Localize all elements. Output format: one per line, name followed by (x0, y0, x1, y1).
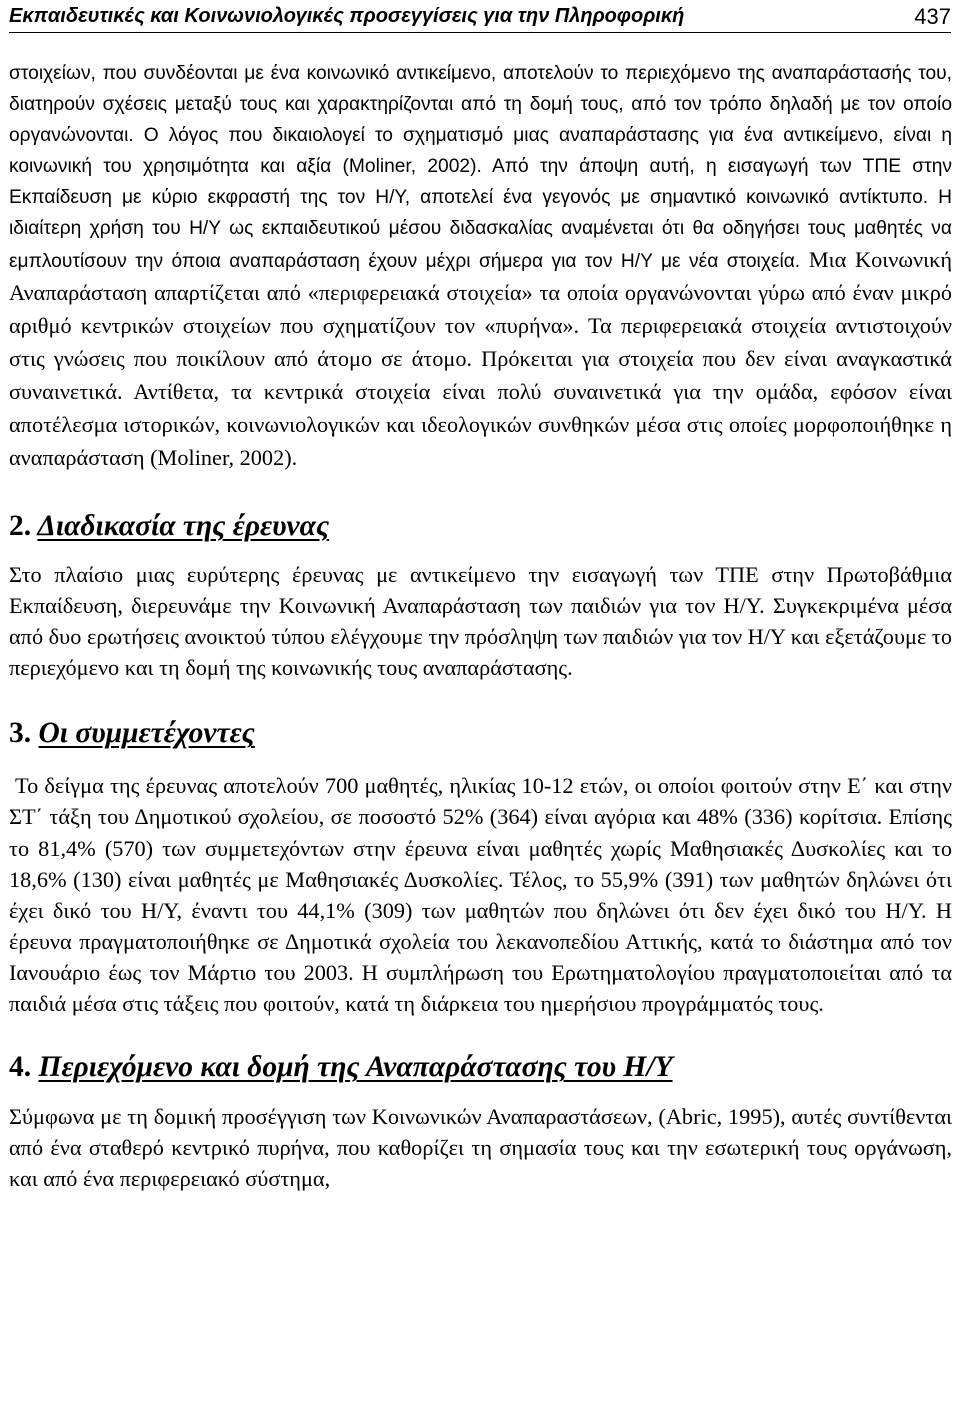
section-4-paragraph: Σύμφωνα με τη δομική προσέγγιση των Κοινωνικών Αναπαραστάσεων, (Abric, 1995), αυτές συντίθενται από ένα σταθερό κεντρικό πυρήνα, που καθορίζει τη σημασία τους και την εσωτερική τους οργάνωση, και από ένα περιφερειακό σύστημα, (9, 1104, 952, 1192)
section-2-paragraph: Στο πλαίσιο μιας ευρύτερης έρευνας με αντικείμενο την εισαγωγή των ΤΠΕ στην Πρωτοβάθμια Εκπαίδευση, διερευνάμε την Κοινωνική Αναπαράσταση των παιδιών για τον Η/Υ. Συγκεκριμένα μέσα από δυο ερωτήσεις ανοικτού τύπου ελέγχουμε την πρόσληψη των παιδιών για τον Η/Υ και εξετάζουμε το περιεχόμενο και τη δομή της κοινωνικής τους αναπαράστασης. (9, 562, 952, 681)
running-title: Εκπαιδευτικές και Κοινωνιολογικές προσεγγίσεις για την Πληροφορική (9, 5, 685, 27)
paragraph-1-serif-part: Μια Κοινωνική Αναπαράσταση απαρτίζεται από «περιφερειακά στοιχεία» τα οποία οργανώνονται γύρω από έναν μικρό αριθμό κεντρικών στοιχείων που σχηματίζουν τον «πυρήνα». Τα περιφερειακά στοιχεία αντιστοιχούν στις γνώσεις που ποικίλουν από άτομο σε άτομο. Πρόκειται για στοιχεία που δεν είναι αναγκαστικά συναινετικά. Αντίθετα, τα κεντρικά στοιχεία είναι πολύ συναινετικά για την ομάδα, εφόσον είναι αποτέλεσμα ιστορικών, κοινωνιολογικών και ιδεολογικών συνθηκών μέσα στις οποίες μορφοποιήθηκε η αναπαράσταση (Moliner, 2002). (9, 247, 952, 470)
section-3-heading (9, 713, 952, 753)
running-header (9, 2, 951, 33)
page-number: 437 (914, 4, 951, 29)
section-3-number: 3. (9, 717, 32, 750)
section-2-title: Διαδικασία της έρευνας (37, 510, 330, 542)
paragraph-1-sans-part: στοιχείων, που συνδέονται με ένα κοινωνικό αντικείμενο, αποτελούν το περιεχόμενο της αναπαράστασής του, διατηρούν σχέσεις μεταξύ τους και χαρακτηρίζονται από τη δομή τους, από τον τρόπο δηλαδή με τον οποίο οργανώνονται. Ο λόγος που δικαιολογεί το σχηματισμό μιας αναπαράστασης για ένα αντικείμενο, είναι η κοινωνική του χρησιμότητα και αξία (Moliner, 2002). Από την άποψη αυτή, η εισαγωγή των ΤΠΕ στην Εκπαίδευση με κύριο εκφραστή της τον Η/Υ, αποτελεί ένα γεγονός με σημαντικό κοινωνικό αντίκτυπο. Η ιδιαίτερη χρήση του Η/Υ ως εκπαιδευτικού μέσου διδασκαλίας αναμένεται ότι θα οδηγήσει τους μαθητές να εμπλουτίσουν την όποια αναπαράσταση έχουν μέχρι σήμερα για τον Η/Υ με νέα στοιχεία. (9, 63, 952, 272)
section-2-number: 2. (9, 510, 32, 542)
document-body (9, 58, 952, 1194)
section-4-number: 4. (9, 1051, 32, 1084)
section-3-paragraph: Το δείγμα της έρευνας αποτελούν 700 μαθητές, ηλικίας 10-12 ετών, οι οποίοι φοιτούν στην Ε΄ και στην ΣΤ΄ τάξη του Δημοτικού σχολείου, σε ποσοστό 52% (364) είναι αγόρια και 48% (336) κορίτσια. Επίσης το 81,4% (570) των συμμετεχόντων στην έρευνα είναι μαθητές χωρίς Μαθησιακές Δυσκολίες και το 18,6% (130) είναι μαθητές με Μαθησιακές Δυσκολίες. Τέλος, το 55,9% (391) των μαθητών δηλώνει ότι έχει δικό του Η/Υ, έναντι του 44,1% (309) των μαθητών που δηλώνει ότι δεν έχει δικό του Η/Υ. Η έρευνα πραγματοποιήθηκε σε Δημοτικά σχολεία του λεκανοπεδίου Αττικής, κατά το διάστημα από τον Ιανουάριο έως τον Μάρτιο του 2003. Η συμπλήρωση του Ερωτηματολογίου πραγματοποιείται από τα παιδιά μέσα στις τάξεις που φοιτούν, κατά τη διάρκεια του ημερήσιου προγράμματός τους. (9, 773, 952, 1017)
section-4-title: Περιεχόμενο και δομή της Αναπαράστασης του Η/Υ (38, 1051, 673, 1084)
section-2-heading (9, 506, 952, 546)
body-paragraph-1 (9, 58, 952, 475)
section-4-heading (9, 1047, 952, 1087)
section-3-title: Οι συμμετέχοντες (38, 717, 255, 750)
